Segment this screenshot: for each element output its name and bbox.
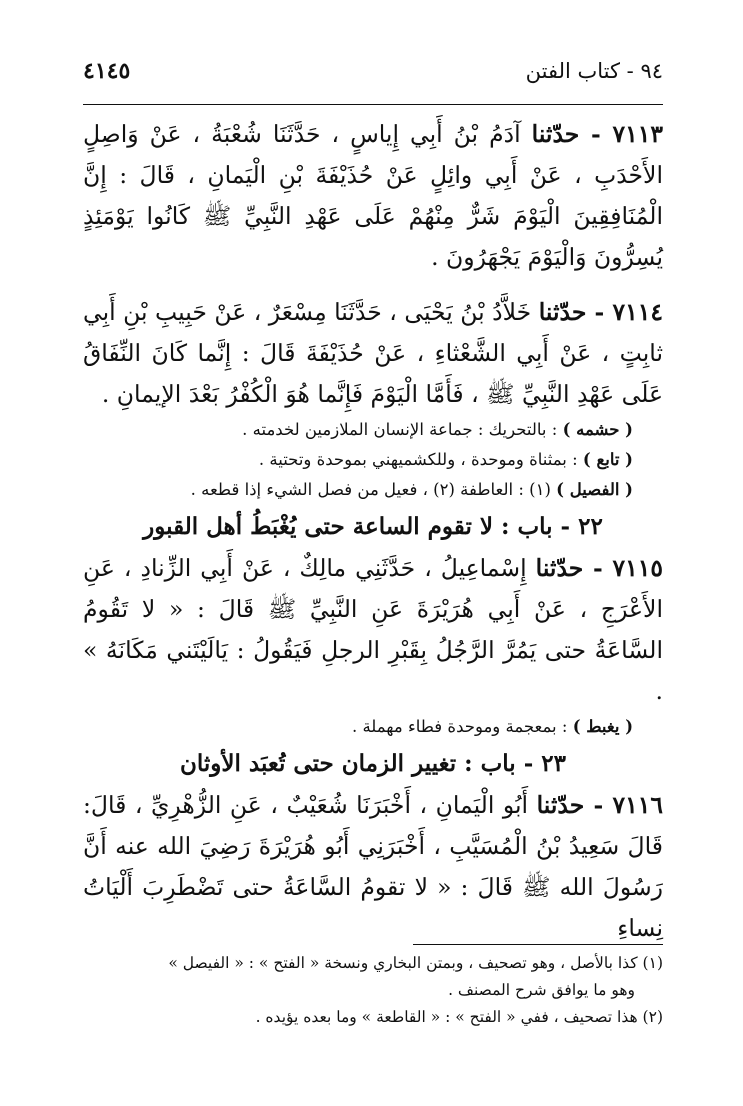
page-body bbox=[83, 114, 663, 949]
footnote-1-continued: وهو ما يوافق شرح المصنف . bbox=[448, 981, 635, 999]
gloss-note bbox=[83, 712, 663, 742]
gloss-note bbox=[83, 445, 663, 475]
hadith-text: آدَمُ بْنُ أَبِي إِياسٍ ، حَدَّثَنَا شُعْبَةُ ، عَنْ وَاصِلٍ الأَحْدَبِ ، عَنْ أَبِي وائِلٍ عَنْ حُذَيْفَةَ بْنِ الْيَمانِ ، قَالَ : إِنَّ الْمُنَافِقِينَ الْيَوْمَ شَرٌّ مِنْهُمْ عَلَى عَهْدِ النَّبِيِّ ﷺ كَانُوا يَوْمَئِذٍ يُسِرُّونَ وَالْيَوْمَ يَجْهَرُونَ . bbox=[83, 120, 663, 271]
hadith-number: ٧١١٤ - حدّثنا bbox=[538, 298, 663, 326]
hadith-7114 bbox=[83, 292, 663, 415]
footnote-rule bbox=[413, 944, 663, 945]
hadith-number: ٧١١٦ - حدّثنا bbox=[536, 791, 663, 819]
gloss-term: ( حشمه ) bbox=[562, 420, 633, 439]
header-rule bbox=[83, 104, 663, 105]
hadith-7116 bbox=[83, 785, 663, 949]
footnote-1: (١) كذا بالأصل ، وهو تصحيف ، وبمتن البخاري ونسخة « الفتح » : « الفيصل » bbox=[168, 954, 663, 972]
hadith-number: ٧١١٣ - حدّثنا bbox=[531, 120, 663, 148]
footnotes bbox=[83, 950, 663, 1031]
gloss-note bbox=[83, 475, 663, 505]
hadith-7115 bbox=[83, 548, 663, 712]
hadith-text: إِسْماعِيلُ ، حَدَّثَنِي مالِكٌ ، عَنْ أَبِي الزِّنادِ ، عَنِ الأَعْرَجِ ، عَنْ أَبِي هُرَيْرَةَ عَنِ النَّبِيِّ ﷺ قَالَ : « لا تَقُومُ السَّاعَةُ حتى يَمُرَّ الرَّجُلُ بِقَبْرِ الرجلِ فَيَقُولُ : يَالَيْتَني مَكَانَهُ » . bbox=[83, 554, 663, 705]
gloss-text: : بمعجمة وموحدة فطاء مهملة . bbox=[351, 717, 573, 736]
footnote-2: (٢) هذا تصحيف ، ففي « الفتح » : « القاطعة » وما بعده يؤيده . bbox=[255, 1008, 663, 1026]
chapter-heading: ٢٣ - باب : تغيير الزمان حتى تُعبَد الأوثان bbox=[179, 750, 566, 777]
hadith-text: أَبُو الْيَمانِ ، أَخْبَرَنَا شُعَيْبٌ ، عَنِ الزُّهْرِيِّ ، قَالَ: قَالَ سَعِيدُ بْنُ الْمُسَيَّبِ ، أَخْبَرَنِي أَبُو هُرَيْرَةَ رَضِيَ الله عنه أَنَّ رَسُولَ الله ﷺ قَالَ : « لا تقومُ السَّاعَةُ حتى تَضْطَرِبَ أَلْيَاتُ نِساءِ bbox=[83, 791, 663, 942]
gloss-term: ( يغبط ) bbox=[572, 717, 633, 736]
hadith-number: ٧١١٥ - حدّثنا bbox=[535, 554, 663, 582]
page-header bbox=[83, 58, 663, 84]
hadith-text: خَلاَّدُ بْنُ يَحْيَى ، حَدَّثَنَا مِسْعَرٌ ، عَنْ حَبِيبِ بْنِ أَبِي ثابِتٍ ، عَنْ أَبِي الشَّعْثاءِ ، عَنْ حُذَيْفَةَ قَالَ : إِنَّما كَانَ النِّفَاقُ عَلَى عَهْدِ النَّبِيِّ ﷺ ، فَأَمَّا الْيَوْمَ فَإِنَّما هُوَ الْكُفْرُ بَعْدَ الإيمانِ . bbox=[83, 298, 663, 408]
gloss-text: : بمثناة وموحدة ، وللكشميهني بموحدة وتحتية . bbox=[258, 450, 583, 469]
gloss-note bbox=[83, 415, 663, 445]
gloss-text: (١) : العاطفة (٢) ، فعيل من فصل الشيء إذا قطعه . bbox=[190, 480, 557, 499]
hadith-7113 bbox=[83, 114, 663, 278]
chapter-heading: ٢٢ - باب : لا تقوم الساعة حتى يُغْبَطُ أهل القبور bbox=[143, 513, 603, 540]
section-title: ٩٤ - كتاب الفتن bbox=[525, 59, 663, 83]
page-number: ٤١٤٥ bbox=[83, 58, 131, 84]
gloss-term: ( الفصيل ) bbox=[556, 480, 633, 499]
gloss-text: : بالتحريك : جماعة الإنسان الملازمين لخدمته . bbox=[242, 420, 563, 439]
gloss-term: ( تابع ) bbox=[582, 450, 633, 469]
